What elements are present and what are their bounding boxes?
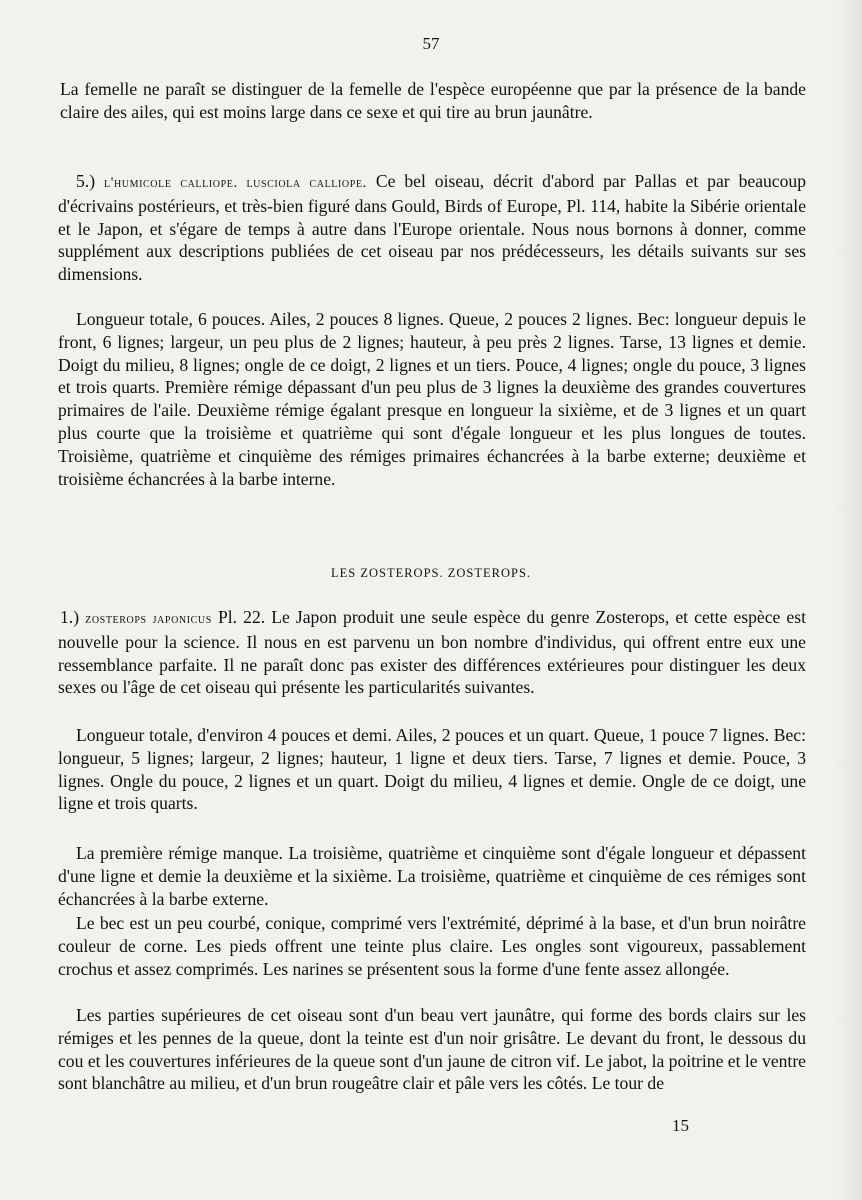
paragraph-zosterops-intro	[58, 606, 806, 699]
species-names: zosterops japonicus	[85, 611, 212, 627]
paragraph-zosterops-beak: Le bec est un peu courbé, conique, comprimé vers l'extrémité, déprimé à la base, et d'un brun noirâtre couleur de corne. Les pieds offrent une teinte plus claire. Les ongles sont vigoureux, passablement crochus et assez comprimés. Les narines se présentent sous la forme d'une fente assez allongée.	[58, 913, 806, 979]
page-number: 57	[422, 34, 440, 53]
paragraph-female-description: La femelle ne paraît se distinguer de la femelle de l'espèce européenne que par la présence de la bande claire des ailes, qui est moins large dans ce sexe et qui tire au brun jaunâtre.	[60, 79, 806, 122]
species-names: l'humicole calliope. lusciola calliope.	[104, 175, 367, 191]
section-heading: LES ZOSTEROPS. ZOSTEROPS.	[330, 566, 532, 580]
paragraph-calliope-intro	[58, 170, 806, 286]
sheet-signature-number: 15	[672, 1116, 689, 1135]
species-number: 5.)	[76, 171, 96, 191]
page-edge-shadow	[834, 0, 862, 1200]
species-number: 1.)	[60, 607, 80, 627]
paragraph-zosterops-remiges: La première rémige manque. La troisième, quatrième et cinquième sont d'égale longueur et dépassent d'une ligne et demie la deuxième et la sixième. La troisième, quatrième et cinquième de ces rémiges sont échancrées à la barbe externe.	[58, 843, 806, 909]
paragraph-zosterops-plumage: Les parties supérieures de cet oiseau sont d'un beau vert jaunâtre, qui forme des bords clairs sur les rémiges et les pennes de la queue, dont la teinte est d'un noir grisâtre. Le devant du front, le dessous du cou et les couvertures inférieures de la queue sont d'un jaune de citron vif. Le jabot, la poitrine et le ventre sont blanchâtre au milieu, et d'un brun rougeâtre clair et pâle vers les côtés. Le tour de	[58, 1005, 806, 1094]
species-text: Ce bel oiseau, décrit d'abord par Pallas et par beaucoup d'écrivains postérieurs, et très-bien figuré dans Gould, Birds of Europe, Pl. 114, habite la Sibérie orientale et le Japon, et s'égare de temps à autre dans l'Europe orientale. Nous nous bornons à donner, comme supplément aux descriptions publiées de cet oiseau par nos prédécesseurs, les détails suivants sur ses dimensions.	[58, 171, 807, 285]
paragraph-calliope-dimensions: Longueur totale, 6 pouces. Ailes, 2 pouces 8 lignes. Queue, 2 pouces 2 lignes. Bec: longueur depuis le front, 6 lignes; largeur, un peu plus de 2 lignes; hauteur, à peu près 2 lignes. Tarse, 13 lignes et demie. Doigt du milieu, 8 lignes; ongle de ce doigt, 2 lignes et un tiers. Pouce, 4 lignes; ongle du pouce, 3 lignes et trois quarts. Première rémige dépassant d'un peu plus de 3 lignes la deuxième des grandes couvertures primaires de l'aile. Deuxième rémige égalant presque en longueur la sixième, et de 3 lignes et un quart plus courte que la troisième et quatrième qui sont d'égale longueur et les plus longues de toutes. Troisième, quatrième et cinquième des rémiges primaires échancrées à la barbe externe; deuxième et troisième échancrées à la barbe interne.	[58, 309, 806, 489]
paragraph-zosterops-dimensions: Longueur totale, d'environ 4 pouces et demi. Ailes, 2 pouces et un quart. Queue, 1 pouce 7 lignes. Bec: longueur, 5 lignes; largeur, 2 lignes; hauteur, 1 ligne et deux tiers. Tarse, 7 lignes et demie. Pouce, 3 lignes. Ongle du pouce, 2 lignes et un quart. Doigt du milieu, 4 lignes et demie. Ongle de ce doigt, une ligne et trois quarts.	[58, 725, 806, 814]
species-text: Pl. 22. Le Japon produit une seule espèce du genre Zosterops, et cette espèce est nouvelle pour la science. Il nous en est parvenu un bon nombre d'individus, qui offrent entre eux une ressemblance parfaite. Il ne paraît donc pas exister des différences extérieures pour distinguer les deux sexes ou l'âge de cet oiseau qui présente les particularités suivantes.	[58, 607, 806, 698]
